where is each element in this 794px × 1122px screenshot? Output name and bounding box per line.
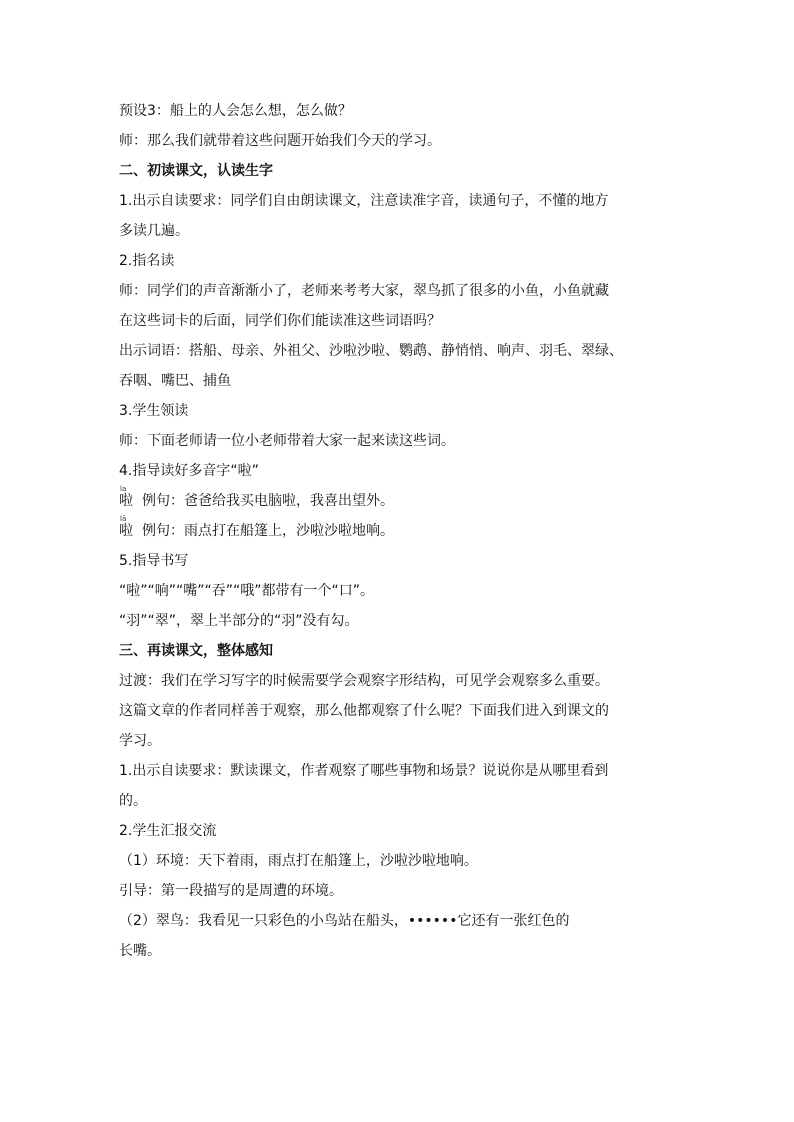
paragraph-line: 师：同学们的声音渐渐小了，老师来考考大家，翠鸟抓了很多的小鱼，小鱼就藏: [119, 283, 609, 299]
pinyin-annotation: lā: [120, 515, 127, 523]
paragraph-line: 3.学生领读: [119, 403, 189, 419]
example-sentence: 例句：爸爸给我买电脑啦，我喜出望外。: [142, 493, 394, 509]
paragraph-line: 引导：第一段描写的是周遭的环境。: [119, 883, 343, 899]
polyphone-char: 啦: [119, 493, 133, 509]
paragraph-line: 师：下面老师请一位小老师带着大家一起来读这些词。: [119, 433, 455, 449]
paragraph-line: 出示词语：搭船、母亲、外祖父、沙啦沙啦、鹦鹉、静悄悄、响声、羽毛、翠绿、: [119, 343, 623, 359]
document-body: [119, 96, 679, 966]
paragraph-line: “羽”“翠”，翠上半部分的“羽”没有勾。: [119, 613, 359, 629]
paragraph-line: 师：那么我们就带着这些问题开始我们今天的学习。: [119, 133, 441, 149]
paragraph-line: 的。: [119, 793, 147, 809]
example-sentence: 例句：雨点打在船篷上，沙啦沙啦地响。: [142, 523, 394, 539]
paragraph-line: 2.学生汇报交流: [119, 823, 217, 839]
paragraph-line: 1.出示自读要求：默读课文，作者观察了哪些事物和场景？说说你是从哪里看到: [119, 763, 609, 779]
paragraph-line: 1.出示自读要求：同学们自由朗读课文，注意读准字音，读通句子，不懂的地方: [119, 193, 609, 209]
paragraph-line: 4.指导读好多音字“啦”: [119, 463, 259, 479]
paragraph-line: 在这些词卡的后面，同学们你们能读准这些词语吗？: [119, 313, 441, 329]
paragraph-line: 这篇文章的作者同样善于观察，那么他都观察了什么呢？下面我们进入到课文的: [119, 703, 609, 719]
paragraph-line: 吞咽、嘴巴、捕鱼: [119, 373, 231, 389]
paragraph-line: 预设3：船上的人会怎么想，怎么做？: [119, 103, 352, 119]
paragraph-line: 长嘴。: [119, 943, 161, 959]
polyphone-char: 啦: [119, 523, 133, 539]
paragraph-line: 过渡：我们在学习写字的时候需要学会观察字形结构，可见学会观察多么重要。: [119, 673, 609, 689]
paragraph-line: （2）翠鸟：我看见一只彩色的小鸟站在船头，••••••它还有一张红色的: [119, 913, 570, 929]
section-heading: 三、再读课文，整体感知: [119, 643, 273, 659]
paragraph-line: （1）环境：天下着雨，雨点打在船篷上，沙啦沙啦地响。: [119, 853, 478, 869]
polyphone-example: [119, 516, 679, 546]
paragraph-line: 2.指名读: [119, 253, 175, 269]
paragraph-line: 学习。: [119, 733, 161, 749]
paragraph-line: “啦”“响”“嘴”“吞”“哦”都带有一个“口”。: [119, 583, 375, 599]
polyphone-example: [119, 486, 679, 516]
paragraph-line: 5.指导书写: [119, 553, 189, 569]
section-heading: 二、初读课文，认读生字: [119, 163, 273, 179]
pinyin-annotation: la: [120, 485, 127, 493]
paragraph-line: 多读几遍。: [119, 223, 189, 239]
